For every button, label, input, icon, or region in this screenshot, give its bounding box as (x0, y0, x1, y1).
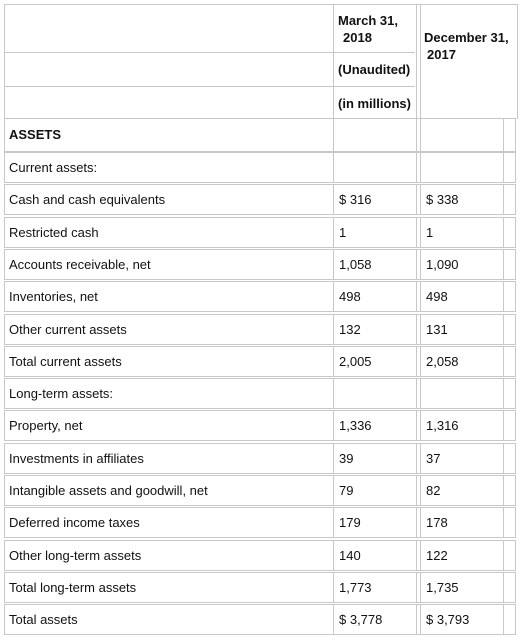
table-row (4, 443, 516, 474)
march-2018-cell (333, 605, 417, 634)
march-2018-cell (333, 185, 417, 214)
march-2018-cell (333, 444, 417, 473)
december-2017-cell (420, 218, 504, 247)
december-2017-cell (420, 185, 504, 214)
table-row (4, 281, 516, 312)
december-2017-value: 178 (426, 515, 448, 531)
december-2017-cell (420, 605, 504, 634)
row-label: Total long-term assets (9, 579, 137, 595)
march-2018-cell (333, 573, 417, 602)
row-label: Other long-term assets (9, 547, 142, 563)
section-cell-1 (333, 119, 417, 151)
row-label: Other current assets (9, 321, 127, 337)
december-2017-value: $ 338 (426, 192, 459, 208)
col1-unaudited-note: (Unaudited) (338, 62, 411, 77)
december-2017-cell (420, 508, 504, 537)
row-label: Investments in affiliates (9, 450, 144, 466)
row-label: Accounts receivable, net (9, 256, 151, 272)
december-2017-value: 131 (426, 321, 448, 337)
march-2018-cell (333, 411, 417, 440)
december-2017-value: 498 (426, 289, 448, 305)
row-label: Current assets: (9, 160, 98, 175)
col1-header-line2: 2018 (343, 30, 372, 45)
march-2018-cell (333, 218, 417, 247)
row-label: Intangible assets and goodwill, net (9, 483, 208, 498)
row-label: Deferred income taxes (9, 515, 140, 531)
march-2018-cell (333, 541, 417, 570)
header-col1-divider-2 (333, 86, 415, 87)
december-2017-cell (420, 379, 504, 408)
march-2018-cell (333, 347, 417, 376)
march-2018-value: 498 (339, 289, 361, 305)
section-title: ASSETS (9, 127, 62, 142)
col2-header-line1: December 31, (424, 30, 509, 45)
march-2018-value: 2,005 (339, 353, 372, 369)
december-2017-value: 1,316 (426, 418, 459, 434)
col1-header-line1: March 31, (338, 13, 398, 28)
table-row (4, 217, 516, 248)
december-2017-value: 1 (426, 224, 434, 240)
march-2018-cell (333, 250, 417, 279)
march-2018-cell (333, 153, 417, 182)
march-2018-value: 1 (339, 224, 347, 240)
table-row (4, 249, 516, 280)
march-2018-value: 1,773 (339, 579, 372, 595)
december-2017-cell (420, 315, 504, 344)
row-label: Total current assets (9, 353, 122, 369)
december-2017-cell (420, 573, 504, 602)
march-2018-value: 1,058 (339, 256, 372, 272)
col1-units-note: (in millions) (338, 96, 411, 111)
december-2017-cell (420, 347, 504, 376)
december-2017-value: $ 3,793 (426, 612, 470, 628)
december-2017-cell (420, 282, 504, 311)
row-label: Total assets (9, 612, 78, 628)
row-label: Long-term assets: (9, 386, 114, 402)
march-2018-value: $ 316 (339, 192, 372, 208)
header-col1-divider-1 (333, 52, 415, 53)
section-row (4, 118, 516, 152)
march-2018-cell (333, 508, 417, 537)
december-2017-value: 2,058 (426, 353, 459, 369)
march-2018-value: 1,336 (339, 418, 372, 434)
march-2018-value: 79 (339, 483, 354, 498)
table-row (4, 540, 516, 571)
col2-header-line2: 2017 (427, 47, 456, 62)
row-label: Cash and cash equivalents (9, 192, 166, 208)
march-2018-cell (333, 379, 417, 408)
december-2017-cell (420, 411, 504, 440)
march-2018-cell (333, 282, 417, 311)
row-label: Property, net (9, 418, 83, 434)
section-cell-2 (420, 119, 504, 151)
december-2017-value: 82 (426, 483, 441, 498)
december-2017-value: 122 (426, 547, 448, 563)
header-left-divider-2 (4, 86, 333, 87)
table-row (4, 184, 516, 215)
march-2018-value: $ 3,778 (339, 612, 383, 628)
header-left-divider (4, 52, 333, 53)
march-2018-cell (333, 476, 417, 505)
december-2017-cell (420, 476, 504, 505)
march-2018-value: 39 (339, 450, 354, 466)
table-row (4, 604, 516, 635)
row-label: Inventories, net (9, 289, 98, 305)
table-row (4, 572, 516, 603)
december-2017-cell (420, 444, 504, 473)
table-row (4, 378, 516, 409)
march-2018-value: 179 (339, 515, 361, 531)
table-row (4, 152, 516, 183)
table-row (4, 507, 516, 538)
table-row (4, 346, 516, 377)
table-row (4, 410, 516, 441)
december-2017-cell (420, 541, 504, 570)
march-2018-cell (333, 315, 417, 344)
table-row (4, 475, 516, 506)
table-row (4, 314, 516, 345)
december-2017-cell (420, 250, 504, 279)
row-label: Restricted cash (9, 224, 99, 240)
december-2017-value: 1,090 (426, 256, 459, 272)
december-2017-cell (420, 153, 504, 182)
december-2017-value: 1,735 (426, 579, 459, 595)
december-2017-value: 37 (426, 450, 441, 466)
march-2018-value: 132 (339, 321, 361, 337)
march-2018-value: 140 (339, 547, 361, 563)
